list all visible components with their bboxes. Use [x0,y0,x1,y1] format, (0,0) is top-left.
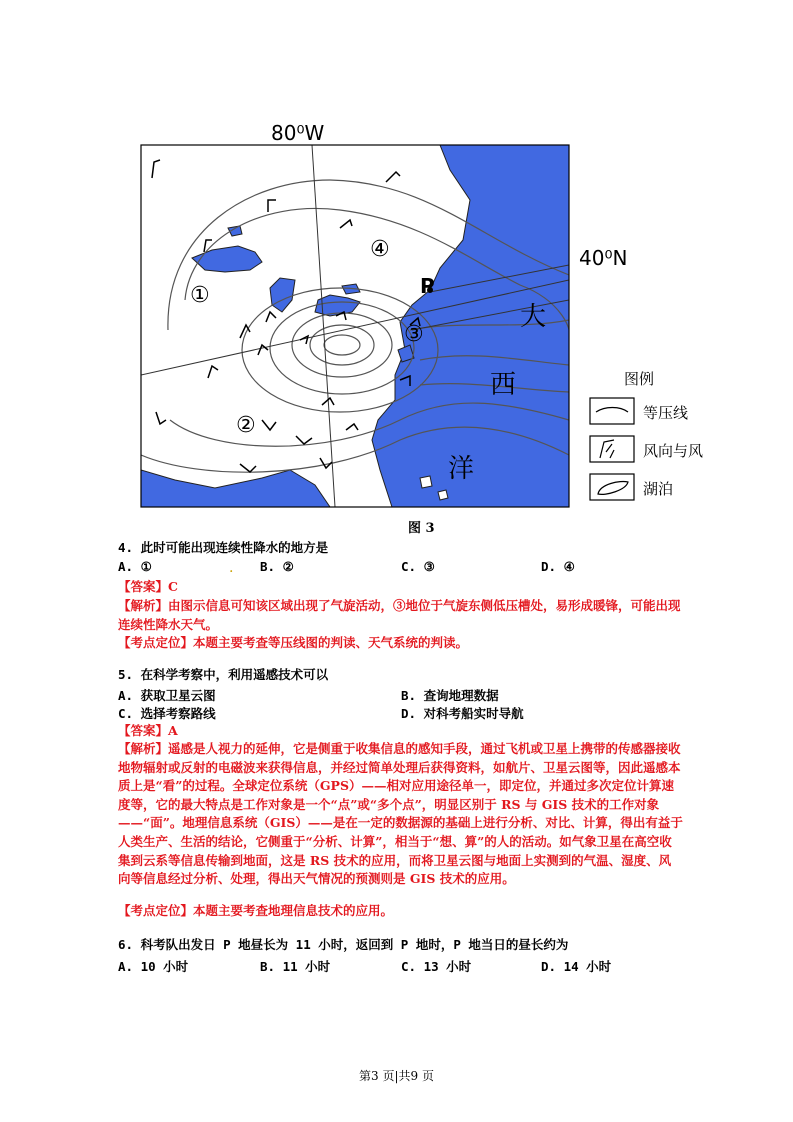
region-1-label: ① [190,283,210,308]
q5-option-c: C. 选择考察路线 [118,706,216,721]
q6-option-c: C. 13 小时 [401,959,472,974]
region-3-label: ③ [404,322,424,347]
legend-lake: 湖泊 [643,480,674,498]
gulf-water [141,470,330,507]
point-p-label: P [420,274,435,298]
q4-option-b: B. ② [260,559,294,574]
page-footer: 第3 页|共9 页 [359,1069,434,1083]
q4-option-a: A. ① [118,559,152,574]
ocean-char-da: 大 [520,302,547,332]
region-2-label: ② [236,413,256,438]
q4-focus: 【考点定位】本题主要考查等压线图的判读、天气系统的判读。 [118,635,469,650]
q5-focus: 【考点定位】本题主要考查地理信息技术的应用。 [118,903,394,918]
q6-option-a: A. 10 小时 [118,959,189,974]
meridian-label: 80⁰W [271,121,325,145]
q4-option-c: C. ③ [401,559,435,574]
q5-stem: 5. 在科学考察中，利用遥感技术可以 [118,667,329,682]
q5-option-a: A. 获取卫星云图 [118,688,216,703]
q4-stem: 4. 此时可能出现连续性降水的地方是 [118,540,329,555]
q4-answer: 【答案】C [118,579,178,594]
q6-option-d: D. 14 小时 [541,959,612,974]
q5-answer: 【答案】A [118,723,178,738]
q5-analysis: 【解析】遥感是人视力的延伸，它是侧重于收集信息的感知手段，通过飞机或卫星上携带的传感器接收地物辐射或反射的电磁波来获得信息，并经过简单处理后获得资料，如航片、卫星云图等，因此遥感本质上是“看”的过程。全球定位系统（GPS）——相对应用途径单一，即定位，并通过多次定位计算速度等，它的最大特点是工作对象是一个“点”或“多个点”，明显区别于 RS 与 GIS 技术的工作对象——“面”。地理信息系统（GIS）——是在一定的数据源的基础上进行分析、对比、计算，得出有益于人类生产、生活的结论，它侧重于“分析、计算”，相当于“想、算”的人的活动。如气象卫星在高空收集到云系等信息传输到地面，这是 RS 技术的应用，而将卫星云图与地面上实测到的气温、湿度、风向等信息经过分析、处理，得出天气情况的预测则是 GIS 技术的应用。 [118,741,683,887]
legend-title: 图例 [624,370,655,388]
legend-symbols [590,398,634,500]
q6-option-b: B. 11 小时 [260,959,331,974]
island [438,490,448,500]
ocean-char-yang: 洋 [448,454,475,484]
region-4-label: ④ [370,237,390,262]
legend-isobar: 等压线 [643,404,689,422]
legend-wind: 风向与风 [643,442,704,460]
lake [192,246,262,272]
stray-dot: . [229,560,234,576]
lake [270,278,295,312]
parallel-label: 40⁰N [579,246,628,270]
q4-option-d: D. ④ [541,559,575,574]
figure-caption: 图 3 [408,521,435,536]
weather-map-figure [0,0,793,536]
q6-stem: 6. 科考队出发日 P 地昼长为 11 小时，返回到 P 地时，P 地当日的昼长约为 [118,937,569,952]
ocean-char-xi: 西 [490,370,517,400]
q5-option-d: D. 对科考船实时导航 [401,706,524,721]
q5-option-b: B. 查询地理数据 [401,688,499,703]
island [420,476,432,488]
q4-analysis: 【解析】由图示信息可知该区域出现了气旋活动，③地位于气旋东侧低压槽处，易形成暖锋，可能出现连续性降水天气。 [118,598,681,632]
